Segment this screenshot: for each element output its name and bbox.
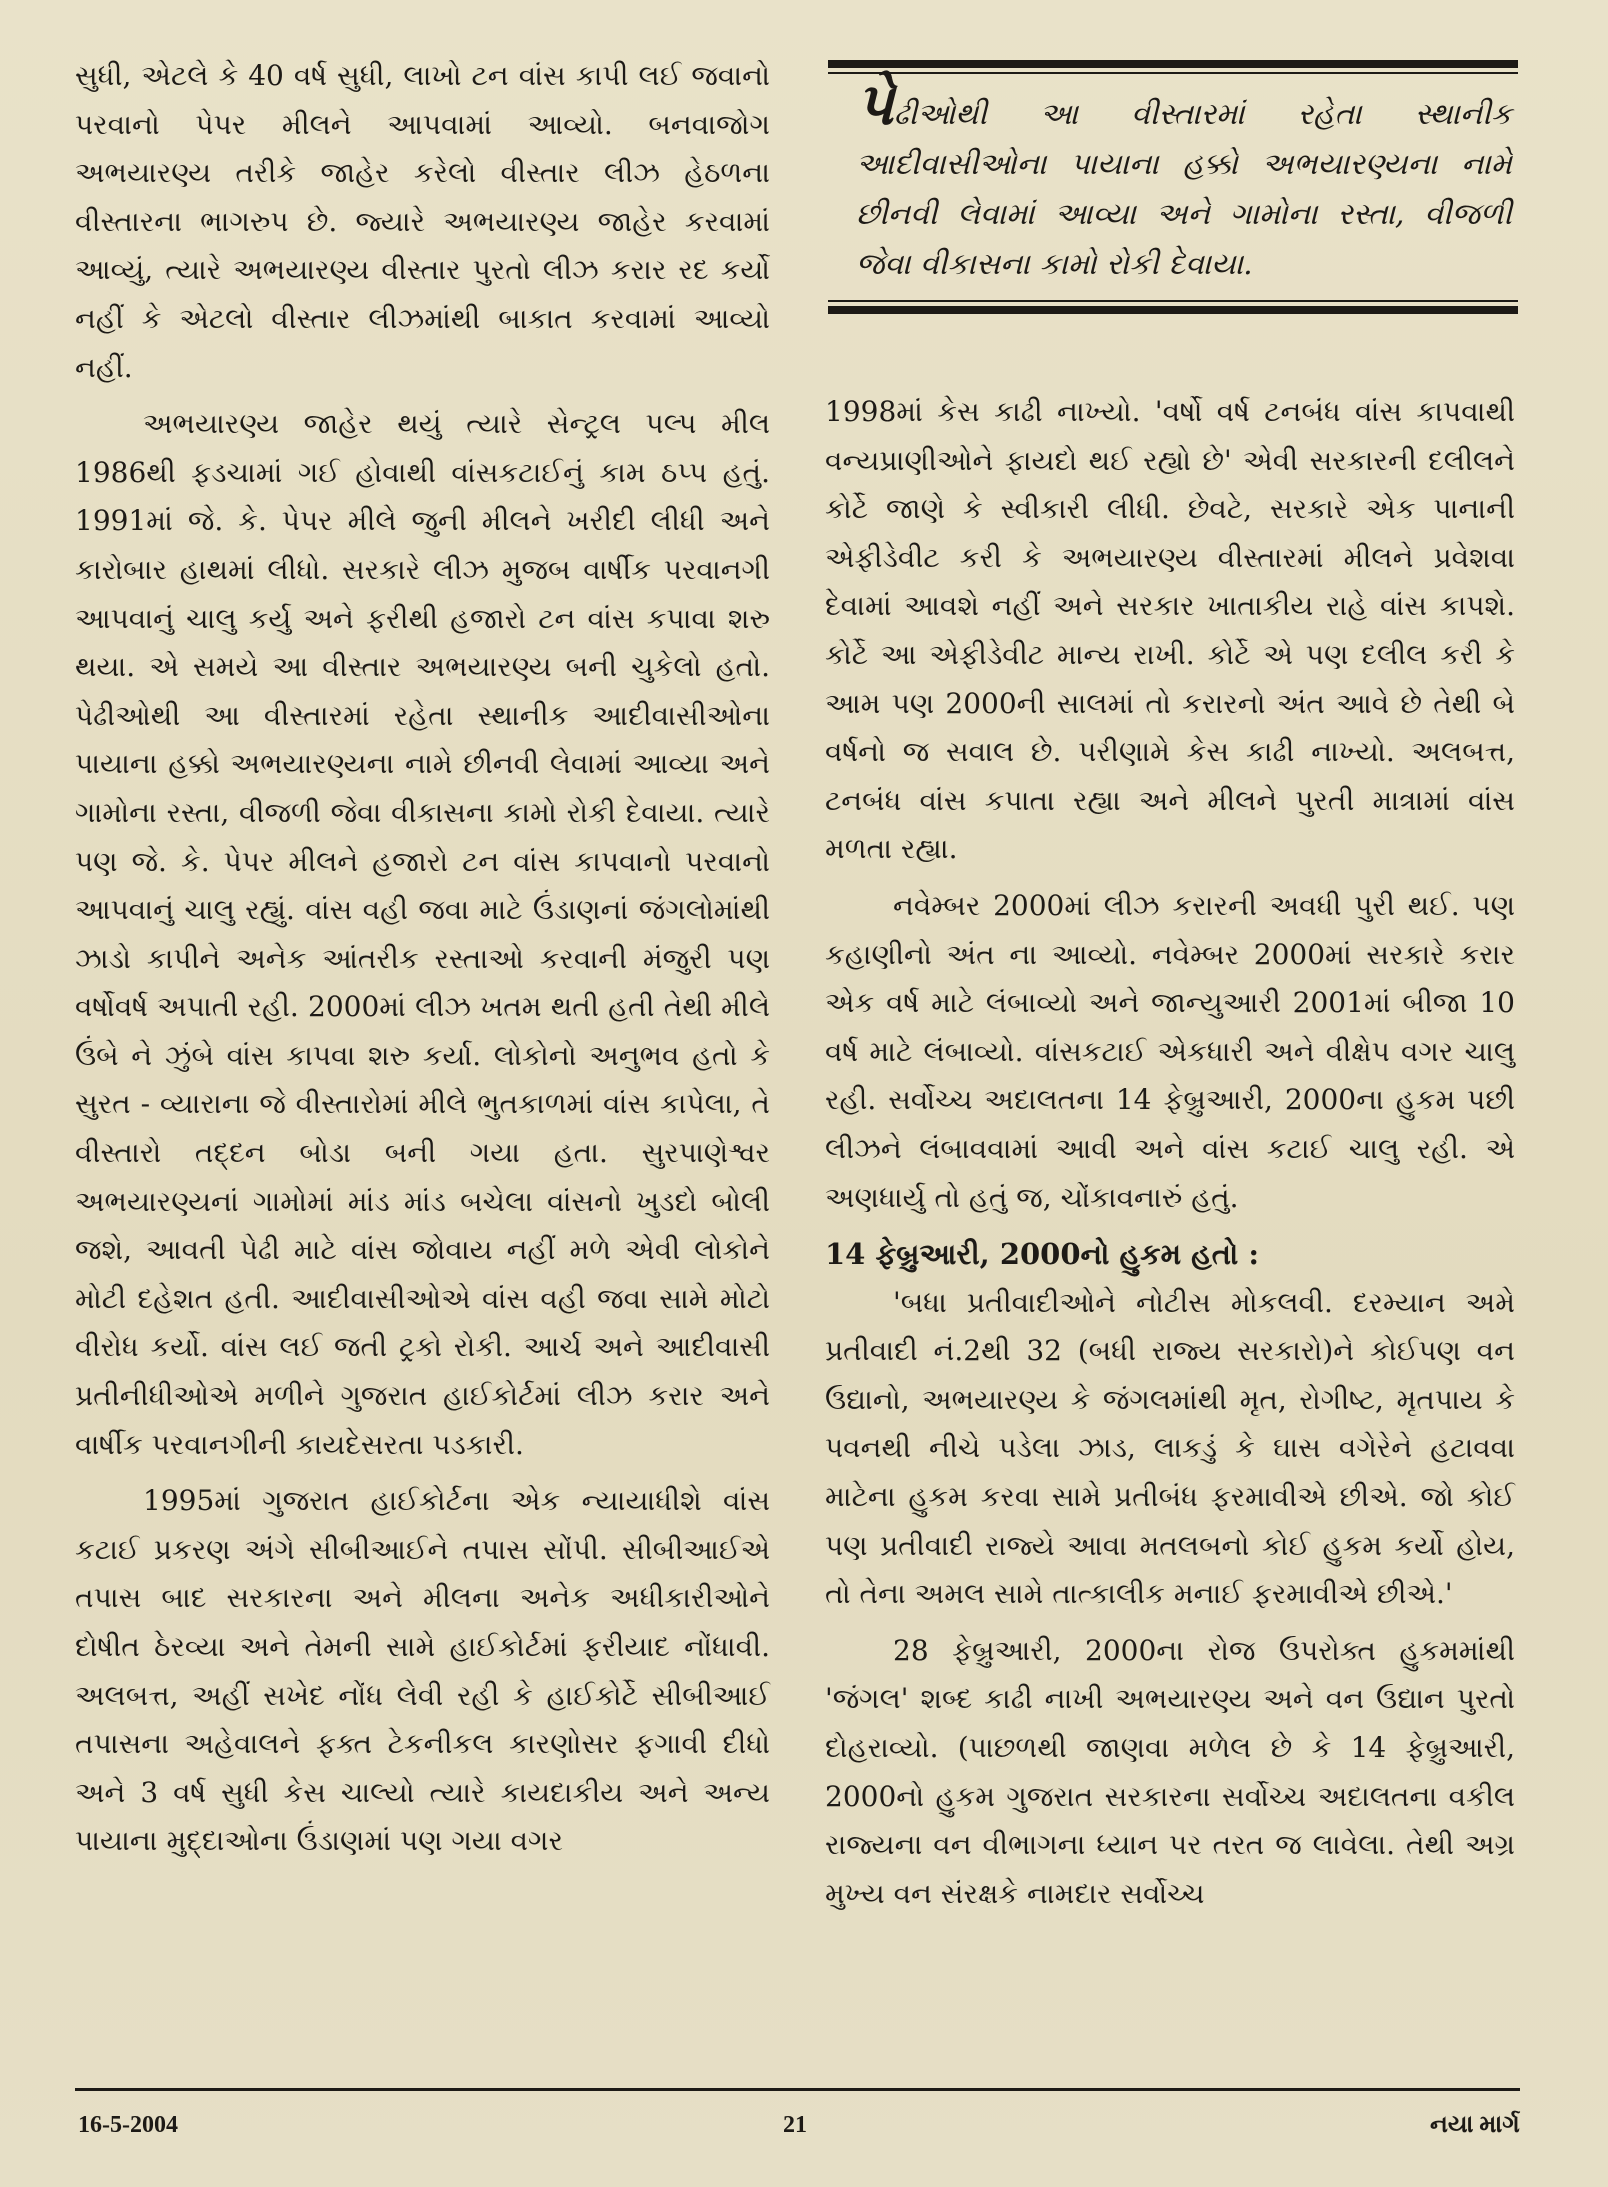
- footer-date: 16-5-2004: [78, 2112, 178, 2138]
- paragraph: નવેમ્બર 2000માં લીઝ કરારની અવધી પુરી થઈ. પણ કહાણીનો અંત ના આવ્યો. નવેમ્બર 2000માં સરકારે કરાર એક વર્ષ માટે લંબાવ્યો અને જાન્યુઆરી 2001માં બીજા 10 વર્ષ માટે લંબાવ્યો. વાંસકટાઈ એકધારી અને વીક્ષેપ વગર ચાલુ રહી. સર્વોચ્ચ અદાલતના 14 ફેબ્રુઆરી, 2000ના હુકમ પછી લીઝને લંબાવવામાં આવી અને વાંસ કટાઈ ચાલુ રહી. એ અણધાર્યુ તો હતું જ, ચોંકાવનારું હતું.: [825, 888, 1515, 1214]
- paragraph: 1995માં ગુજરાત હાઈકોર્ટના એક ન્યાયાધીશે વાંસ કટાઈ પ્રકરણ અંગે સીબીઆઈને તપાસ સોંપી. સીબીઆઈએ તપાસ બાદ સરકારના અને મીલના અનેક અધીકારીઓને દોષીત ઠેરવ્યા અને તેમની સામે હાઈકોર્ટમાં ફરીયાદ નોંધાવી. અલબત્ત, અહીં સખેદ નોંધ લેવી રહી કે હાઈકોર્ટે સીબીઆઈ તપાસના અહેવાલને ફક્ત ટેકનીકલ કારણોસર ફગાવી દીધો અને 3 વર્ષ સુધી કેસ ચાલ્યો ત્યારે કાયદાકીય અને અન્ય પાયાના મુદ્દાઓના ઉંડાણમાં પણ ગયા વગર: [75, 1484, 770, 1858]
- right-column: [825, 388, 1515, 1918]
- paragraph: 'બધા પ્રતીવાદીઓને નોટીસ મોકલવી. દરમ્યાન અમે પ્રતીવાદી નં.2થી 32 (બધી રાજ્ય સરકારો)ને કોઈપણ વન ઉદ્યાનો, અભયારણ્ય કે જંગલમાંથી મૃત, રોગીષ્ટ, મૃતપાય કે પવનથી નીચે પડેલા ઝાડ, લાકડું કે ઘાસ વગેરેને હટાવવા માટેના હુકમ કરવા સામે પ્રતીબંધ ફરમાવીએ છીએ. જો કોઈ પણ પ્રતીવાદી રાજ્યે આવા મતલબનો કોઈ હુકમ કર્યો હોય, તો તેના અમલ સામે તાત્કાલીક મનાઈ ફરમાવીએ છીએ.': [825, 1285, 1515, 1611]
- magazine-name: નયા માર્ગ: [1430, 2112, 1520, 2138]
- paragraph: 1998માં કેસ કાઢી નાખ્યો. 'વર્ષો વર્ષ ટનબંધ વાંસ કાપવાથી વન્યપ્રાણીઓને ફાયદો થઈ રહ્યો છે' એવી સરકારની દલીલને કોર્ટે જાણે કે સ્વીકારી લીધી. છેવટે, સરકારે એક પાનાની એફીડેવીટ કરી કે અભયારણ્ય વીસ્તારમાં મીલને પ્રવેશવા દેવામાં આવશે નહીં અને સરકાર ખાતાકીય રાહે વાંસ કાપશે. કોર્ટે આ એફીડેવીટ માન્ય રાખી. કોર્ટે એ પણ દલીલ કરી કે આમ પણ 2000ની સાલમાં તો કરારનો અંત આવે છે તેથી બે વર્ષનો જ સવાલ છે. પરીણામે કેસ કાઢી નાખ્યો. અલબત્ત, ટનબંધ વાંસ કપાતા રહ્યા અને મીલને પુરતી માત્રામાં વાંસ મળતા રહ્યા.: [825, 395, 1515, 866]
- divider: [828, 300, 1518, 302]
- divider: [828, 60, 1518, 68]
- footer-divider: [75, 2088, 1520, 2091]
- pull-quote-text: પેઢીઓથી આ વીસ્તારમાં રહેતા સ્થાનીક આદીવાસીઓના પાયાના હક્કો અભયારણ્યના નામે છીનવી લેવામાં આવ્યા અને ગામોના રસ્તા, વીજળી જેવા વીકાસના કામો રોકી દેવાયા.: [856, 70, 1512, 282]
- subheading: 14 ફેબ્રુઆરી, 2000નો હુકમ હતો :: [825, 1237, 1260, 1272]
- drop-cap: પે: [856, 70, 894, 138]
- pull-quote: [828, 60, 1518, 314]
- paragraph: 28 ફેબ્રુઆરી, 2000ના રોજ ઉપરોક્ત હુકમમાંથી 'જંગલ' શબ્દ કાઢી નાખી અભયારણ્ય અને વન ઉદ્યાન પુરતો દોહરાવ્યો. (પાછળથી જાણવા મળેલ છે કે 14 ફેબ્રુઆરી, 2000નો હુકમ ગુજરાત સરકારના સર્વોચ્ચ અદાલતના વકીલ રાજ્યના વન વીભાગના ધ્યાન પર તરત જ લાવેલા. તેથી અગ્ર મુખ્ય વન સંરક્ષકે નામદાર સર્વોચ્ચ: [825, 1633, 1515, 1910]
- paragraph: સુધી, એટલે કે 40 વર્ષ સુધી, લાખો ટન વાંસ કાપી લઈ જવાનો પરવાનો પેપર મીલને આપવામાં આવ્યો. બનવાજોગ અભયારણ્ય તરીકે જાહેર કરેલો વીસ્તાર લીઝ હેઠળના વીસ્તારના ભાગરુપ છે. જ્યારે અભયારણ્ય જાહેર કરવામાં આવ્યું, ત્યારે અભયારણ્ય વીસ્તાર પુરતો લીઝ કરાર રદ કર્યો નહીં કે એટલો વીસ્તાર લીઝમાંથી બાકાત કરવામાં આવ્યો નહીં.: [75, 59, 770, 384]
- page-number: 21: [783, 2112, 807, 2138]
- divider: [828, 306, 1518, 314]
- paragraph: અભયારણ્ય જાહેર થયું ત્યારે સેન્ટ્રલ પલ્પ મીલ 1986થી ફડચામાં ગઈ હોવાથી વાંસકટાઈનું કામ ઠપ્પ હતું. 1991માં જે. કે. પેપર મીલે જુની મીલને ખરીદી લીધી અને કારોબાર હાથમાં લીધો. સરકારે લીઝ મુજબ વાર્ષીક પરવાનગી આપવાનું ચાલુ કર્યુ અને ફરીથી હજારો ટન વાંસ કપાવા શરુ થયા. એ સમયે આ વીસ્તાર અભયારણ્ય બની ચુકેલો હતો. પેઢીઓથી આ વીસ્તારમાં રહેતા સ્થાનીક આદીવાસીઓના પાયાના હક્કો અભયારણ્યના નામે છીનવી લેવામાં આવ્યા અને ગામોના રસ્તા, વીજળી જેવા વીકાસના કામો રોકી દેવાયા. ત્યારે પણ જે. કે. પેપર મીલને હજારો ટન વાંસ કાપવાનો પરવાનો આપવાનું ચાલુ રહ્યું. વાંસ વહી જવા માટે ઉંડાણનાં જંગલોમાંથી ઝાડો કાપીને અનેક આંતરીક રસ્તાઓ કરવાની મંજુરી પણ વર્ષોવર્ષ અપાતી રહી. 2000માં લીઝ ખતમ થતી હતી તેથી મીલે ઉંબે ને ઝુંબે વાંસ કાપવા શરુ કર્યા. લોકોનો અનુભવ હતો કે સુરત - વ્યારાના જે વીસ્તારોમાં મીલે ભુતકાળમાં વાંસ કાપેલા, તે વીસ્તારો તદ્દન બોડા બની ગયા હતા. સુરપાણેશ્વર અભયારણ્યનાં ગામોમાં માંડ માંડ બચેલા વાંસનો ખુડદો બોલી જશે, આવતી પેઢી માટે વાંસ જોવાય નહીં મળે એવી લોકોને મોટી દહેશત હતી. આદીવાસીઓએ વાંસ વહી જવા સામે મોટો વીરોધ કર્યો. વાંસ લઈ જતી ટ્રકો રોકી. આર્ચ અને આદીવાસી પ્રતીનીધીઓએ મળીને ગુજરાત હાઈકોર્ટમાં લીઝ કરાર અને વાર્ષીક પરવાનગીની કાયદેસરતા પડકારી.: [75, 407, 770, 1461]
- left-column: [75, 52, 770, 2082]
